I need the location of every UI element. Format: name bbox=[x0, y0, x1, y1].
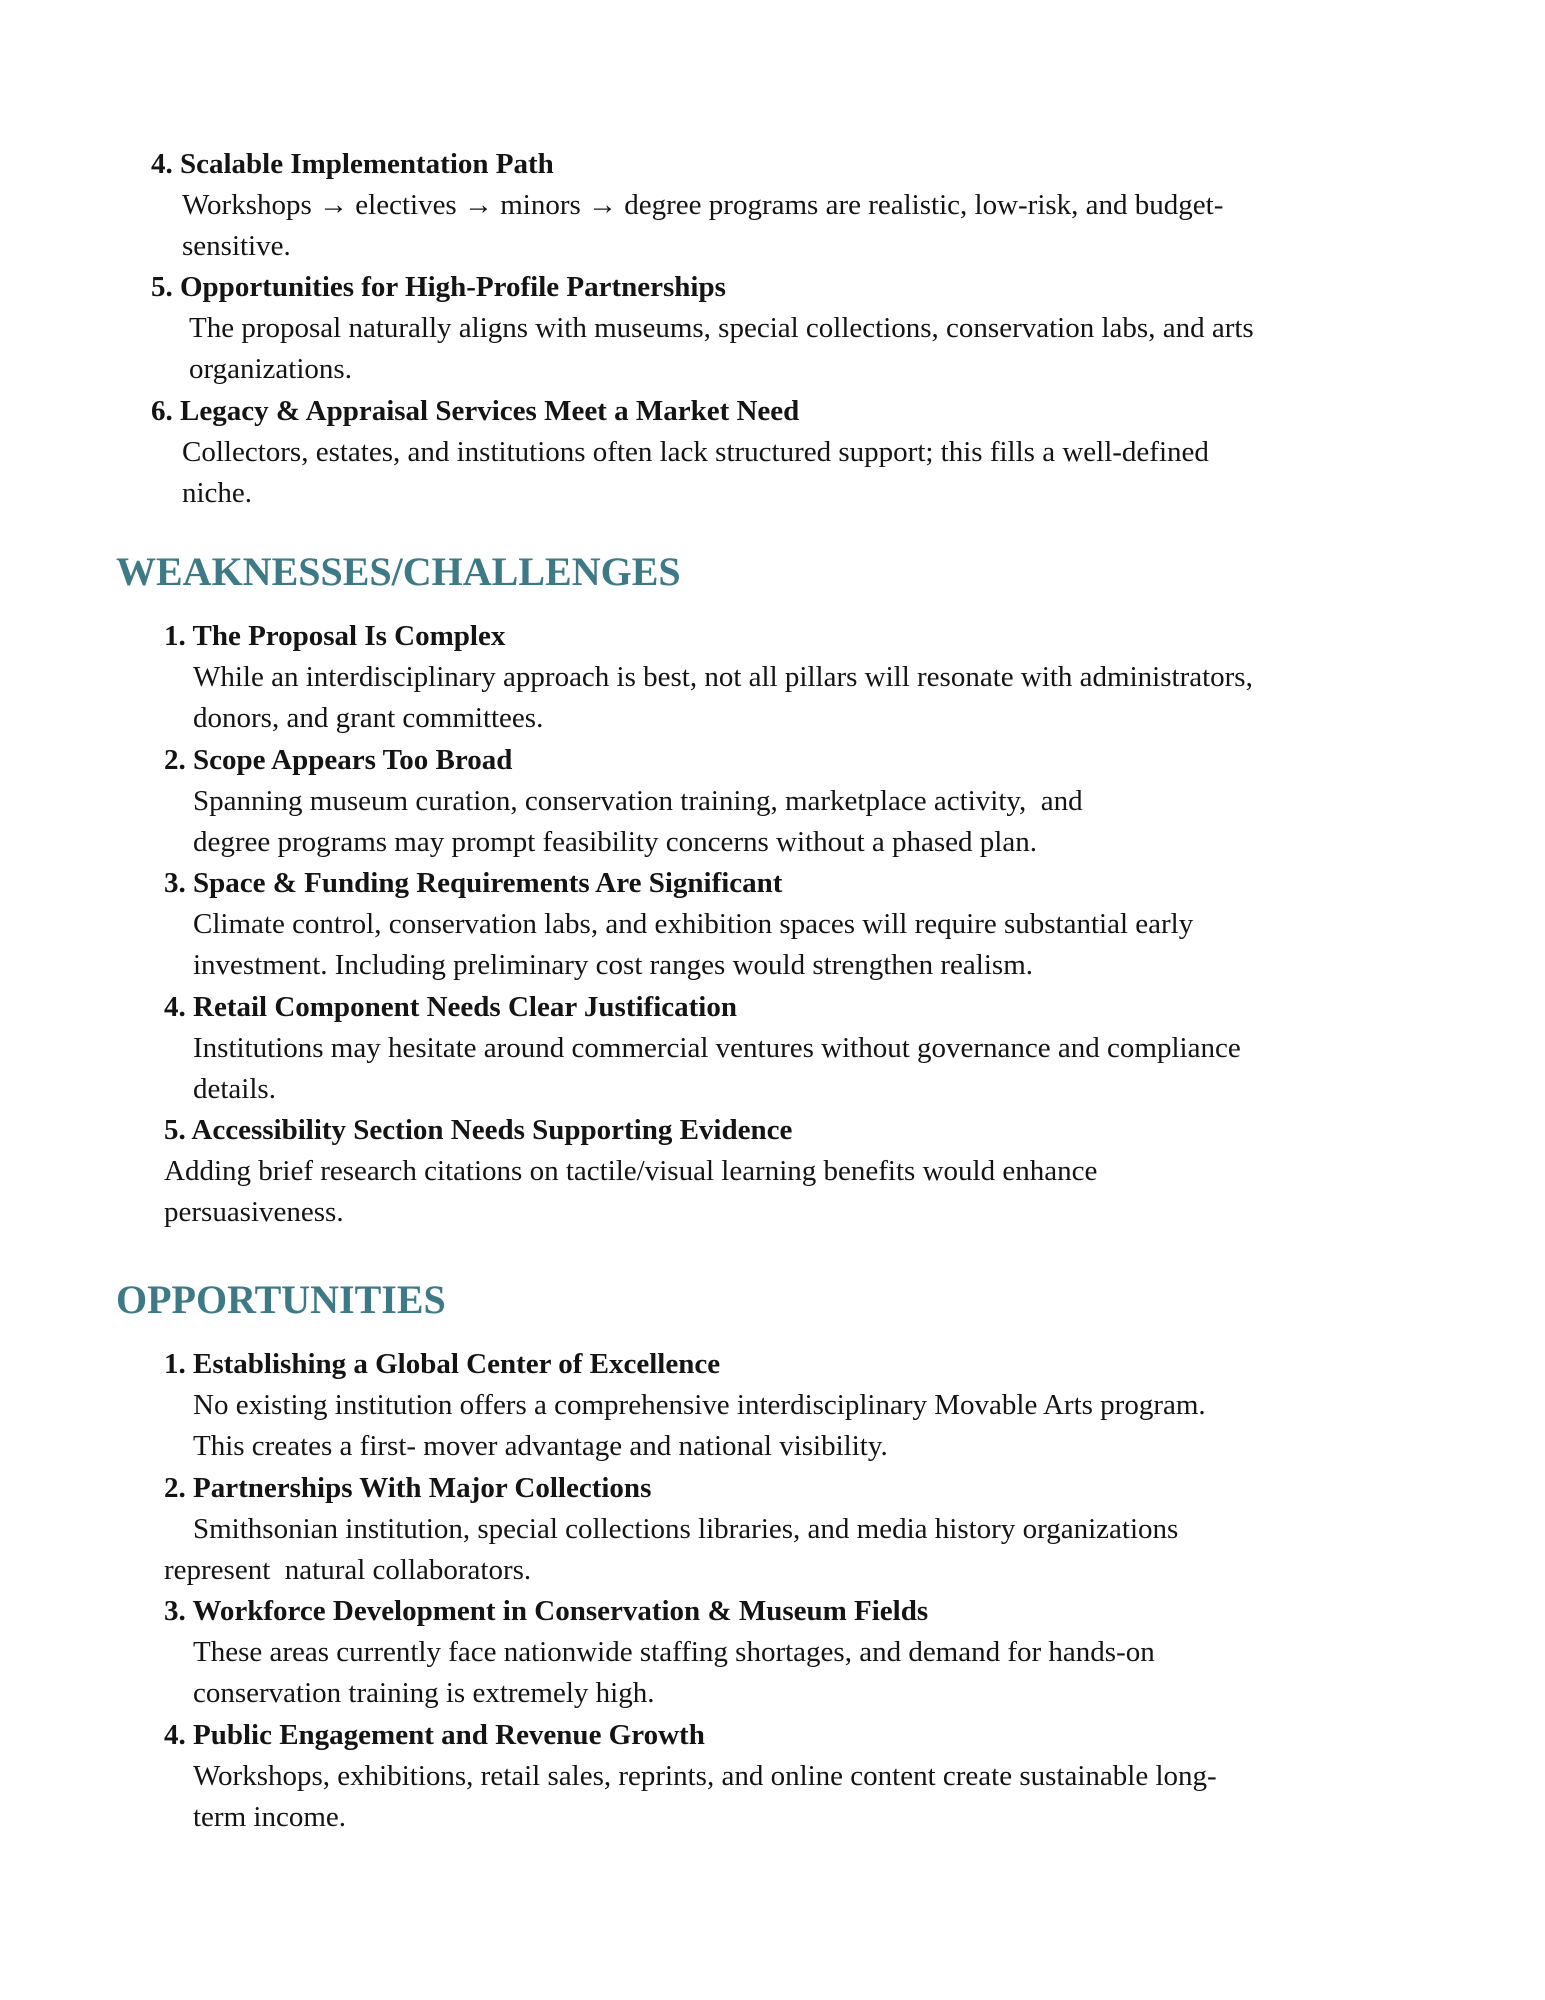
item-body: This creates a first- mover advantage and national visibility. bbox=[193, 1430, 888, 1462]
item-body: These areas currently face nationwide staffing shortages, and demand for hands-on bbox=[193, 1636, 1155, 1668]
item-title: 5. Accessibility Section Needs Supporting Evidence bbox=[164, 1114, 793, 1146]
item-body: Spanning museum curation, conservation training, marketplace activity, and bbox=[193, 785, 1083, 817]
section-heading-weaknesses: WEAKNESSES/CHALLENGES bbox=[116, 549, 681, 594]
item-body: term income. bbox=[193, 1801, 347, 1833]
item-title: 4. Public Engagement and Revenue Growth bbox=[164, 1719, 705, 1751]
item-title: 1. Establishing a Global Center of Excellence bbox=[164, 1348, 721, 1380]
item-title: 3. Space & Funding Requirements Are Significant bbox=[164, 867, 783, 899]
item-title: 3. Workforce Development in Conservation & Museum Fields bbox=[164, 1595, 929, 1627]
item-body: Workshops → electives → minors → degree programs are realistic, low-risk, and budget- bbox=[182, 189, 1224, 221]
section-heading-opportunities: OPPORTUNITIES bbox=[116, 1277, 446, 1322]
item-body: Adding brief research citations on tactile/visual learning benefits would enhance bbox=[164, 1155, 1098, 1187]
item-body: niche. bbox=[182, 477, 253, 509]
item-title: 4. Scalable Implementation Path bbox=[151, 148, 554, 180]
item-body: Climate control, conservation labs, and exhibition spaces will require substantial early bbox=[193, 908, 1194, 940]
item-title: 4. Retail Component Needs Clear Justification bbox=[164, 991, 737, 1023]
item-title: 5. Opportunities for High-Profile Partnerships bbox=[151, 271, 726, 303]
item-body: The proposal naturally aligns with museums, special collections, conservation labs, and arts bbox=[189, 312, 1254, 344]
item-body: details. bbox=[193, 1073, 276, 1105]
item-body: Workshops, exhibitions, retail sales, reprints, and online content create sustainable long- bbox=[193, 1760, 1217, 1792]
item-title: 6. Legacy & Appraisal Services Meet a Market Need bbox=[151, 395, 800, 427]
item-body: Collectors, estates, and institutions often lack structured support; this fills a well-defined bbox=[182, 436, 1209, 468]
item-body: investment. Including preliminary cost ranges would strengthen realism. bbox=[193, 949, 1033, 981]
item-body: No existing institution offers a comprehensive interdisciplinary Movable Arts program. bbox=[193, 1389, 1206, 1421]
item-body: conservation training is extremely high. bbox=[193, 1677, 655, 1709]
item-body: While an interdisciplinary approach is best, not all pillars will resonate with administrators, bbox=[193, 661, 1253, 693]
item-body: represent natural collaborators. bbox=[164, 1554, 532, 1586]
item-title: 2. Scope Appears Too Broad bbox=[164, 744, 513, 776]
item-title: 1. The Proposal Is Complex bbox=[164, 620, 506, 652]
item-body: degree programs may prompt feasibility concerns without a phased plan. bbox=[193, 826, 1037, 858]
item-body: persuasiveness. bbox=[164, 1196, 344, 1228]
item-title: 2. Partnerships With Major Collections bbox=[164, 1472, 652, 1504]
item-body: organizations. bbox=[189, 353, 352, 385]
item-body: sensitive. bbox=[182, 230, 291, 262]
item-body: Institutions may hesitate around commercial ventures without governance and compliance bbox=[193, 1032, 1241, 1064]
item-body: donors, and grant committees. bbox=[193, 702, 544, 734]
item-body: Smithsonian institution, special collections libraries, and media history organizations bbox=[193, 1513, 1179, 1545]
